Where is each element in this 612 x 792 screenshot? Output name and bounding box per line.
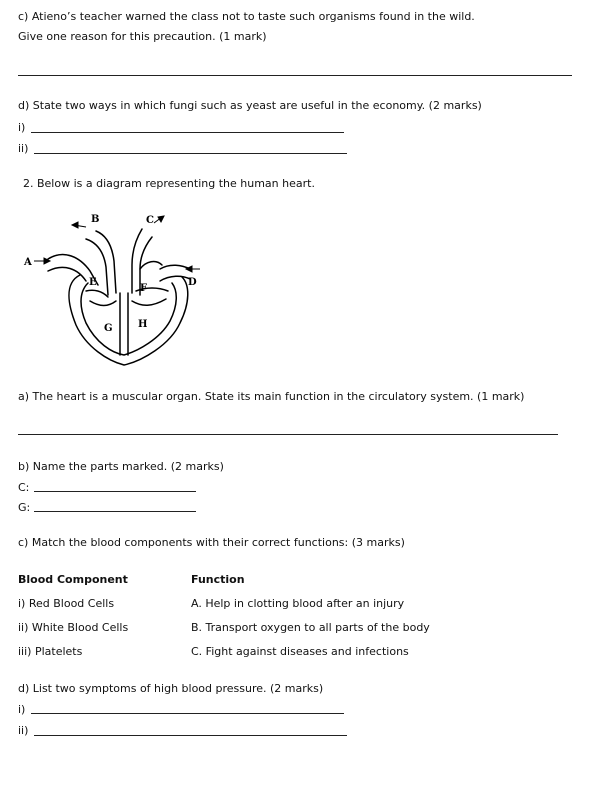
q2a-answer-line[interactable]	[18, 434, 558, 435]
label-e: E	[89, 277, 97, 288]
q2b-answer-line-c[interactable]	[34, 491, 196, 492]
q2d-item-ii: ii)	[18, 724, 29, 737]
q2b-question: b) Name the parts marked. (2 marks)	[18, 460, 224, 473]
q2a-question: a) The heart is a muscular organ. State its main function in the circulatory system. (1 mark)	[18, 390, 525, 403]
q1d-item-i: i)	[18, 121, 26, 134]
q2d-question: d) List two symptoms of high blood pressure. (2 marks)	[18, 682, 324, 695]
q1d-answer-line-i[interactable]	[31, 132, 344, 133]
q2d-answer-line-ii[interactable]	[34, 735, 347, 736]
q2d-answer-line-i[interactable]	[31, 713, 344, 714]
col-header-function: Function	[191, 573, 245, 586]
label-h: H	[138, 319, 148, 330]
q1d-answer-line-ii[interactable]	[34, 153, 347, 154]
q1c-line2: Give one reason for this precaution. (1 mark)	[18, 30, 267, 43]
q1d-question: d) State two ways in which fungi such as yeast are useful in the economy. (2 marks)	[18, 99, 482, 112]
label-b: B	[91, 214, 100, 225]
q2b-answer-line-g[interactable]	[34, 511, 196, 512]
q2c-question: c) Match the blood components with their correct functions: (3 marks)	[18, 536, 405, 549]
q2-intro: 2. Below is a diagram representing the human heart.	[23, 177, 315, 190]
col-header-component: Blood Component	[18, 573, 128, 586]
component-2: ii) White Blood Cells	[18, 621, 129, 634]
function-2: B. Transport oxygen to all parts of the body	[191, 621, 430, 634]
label-a: A	[24, 257, 32, 268]
function-3: C. Fight against diseases and infections	[191, 645, 409, 658]
label-c: C	[146, 215, 154, 226]
q2b-item-c: C:	[18, 481, 30, 494]
q1d-item-ii: ii)	[18, 142, 29, 155]
heart-diagram	[20, 205, 210, 370]
label-d: D	[188, 277, 197, 288]
function-1: A. Help in clotting blood after an injury	[191, 597, 405, 610]
component-3: iii) Platelets	[18, 645, 83, 658]
q1c-answer-line[interactable]	[18, 75, 572, 76]
component-1: i) Red Blood Cells	[18, 597, 115, 610]
label-g: G	[104, 323, 113, 334]
q2d-item-i: i)	[18, 703, 26, 716]
q1c-line1: c) Atieno’s teacher warned the class not to taste such organisms found in the wild.	[18, 10, 475, 23]
q2b-item-g: G:	[18, 501, 31, 514]
label-f: F	[140, 283, 148, 294]
